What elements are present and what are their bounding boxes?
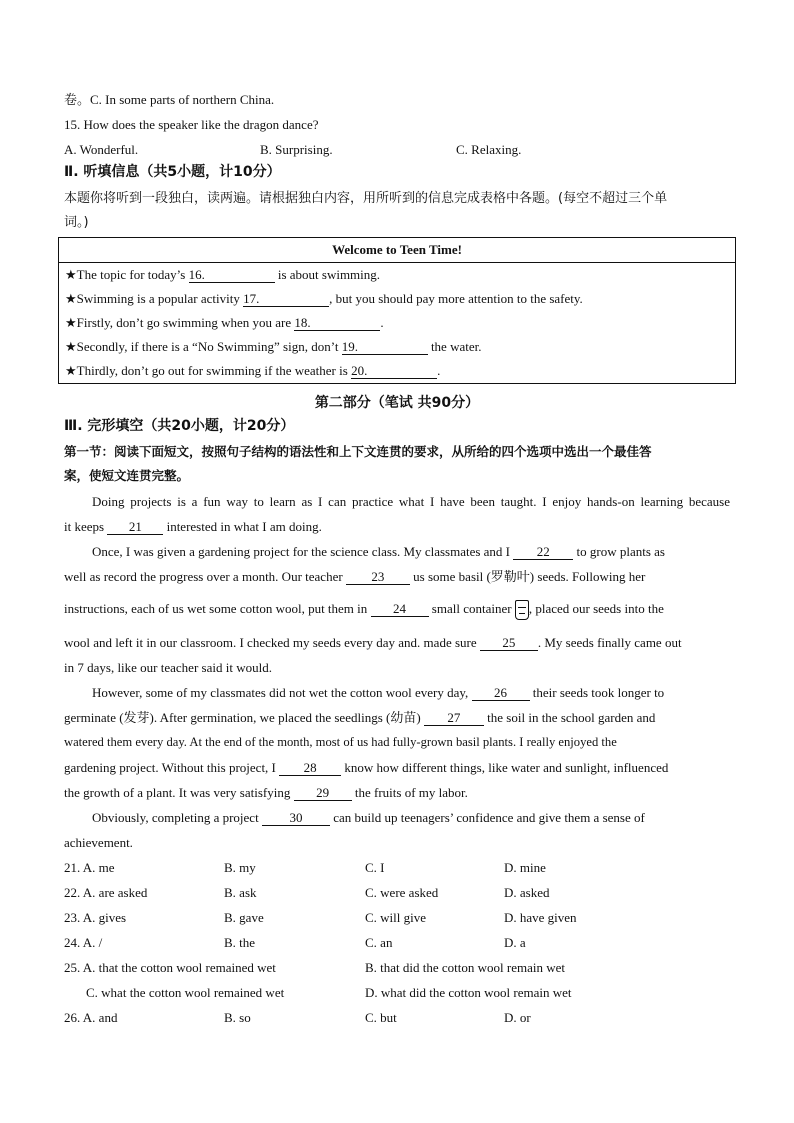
passage-p4-line1: Obviously, completing a project 30 can build up teenagers’ confidence and give them a sense of xyxy=(92,810,645,825)
answer-blank-18[interactable]: 18. xyxy=(294,316,380,331)
q25-option-b[interactable]: B. that did the cotton wool remain wet xyxy=(365,960,566,975)
container-icon xyxy=(515,600,529,620)
part2-instruction-line2: 词。) xyxy=(64,215,89,230)
passage-p3-line5: the growth of a plant. It was very satisfying 29 the fruits of my labor. xyxy=(64,785,468,800)
q23-option-c[interactable]: C. will give xyxy=(365,910,427,925)
passage-p2-line2: well as record the progress over a month. Our teacher 23 us some basil (罗勒叶) seeds. Following her xyxy=(64,569,646,584)
answer-blank-20[interactable]: 20. xyxy=(351,364,437,379)
q25-option-a[interactable]: 25. A. that the cotton wool remained wet xyxy=(64,960,276,975)
q25-option-c[interactable]: C. what the cotton wool remained wet xyxy=(86,985,285,1000)
written-part-title: 第二部分（笔试 共90分） xyxy=(314,395,480,411)
part3-heading: Ⅲ. 完形填空（共20小题，计20分） xyxy=(64,418,295,434)
answer-blank-17[interactable]: 17. xyxy=(243,292,329,307)
q26-option-c[interactable]: C. but xyxy=(365,1010,397,1025)
table-row: ★Swimming is a popular activity 17. , but you should pay more attention to the safety. xyxy=(59,287,736,311)
q21-option-b[interactable]: B. my xyxy=(224,860,256,875)
q24-option-c[interactable]: C. an xyxy=(365,935,393,950)
cloze-blank-26[interactable]: 26 xyxy=(472,686,530,701)
passage-p2-line1: Once, I was given a gardening project for the science class. My classmates and I 22 to grow plants as xyxy=(92,544,665,559)
q23-option-a[interactable]: 23. A. gives xyxy=(64,910,127,925)
q23-option-d[interactable]: D. have given xyxy=(504,910,577,925)
q15-option-b: B. Surprising. xyxy=(260,142,333,157)
cloze-blank-27[interactable]: 27 xyxy=(424,711,484,726)
q26-option-d[interactable]: D. or xyxy=(504,1010,531,1025)
cloze-blank-23[interactable]: 23 xyxy=(346,570,410,585)
teen-time-table xyxy=(58,237,736,384)
passage-p3-line4: gardening project. Without this project, I 28 know how different things, like water and sunlight, influenced xyxy=(64,760,669,775)
table-row: ★The topic for today’s 16. is about swimming. xyxy=(59,263,736,288)
table-row: ★Secondly, if there is a “No Swimming” sign, don’t 19. the water. xyxy=(59,335,736,359)
passage-p2-line5: in 7 days, like our teacher said it would. xyxy=(64,660,272,675)
q26-option-b[interactable]: B. so xyxy=(224,1010,251,1025)
q24-option-d[interactable]: D. a xyxy=(504,935,526,950)
table-row: ★Thirdly, don’t go out for swimming if the weather is 20. . xyxy=(59,359,736,384)
part3-instruction-line1: 第一节：阅读下面短文，按照句子结构的语法性和上下文连贯的要求，从所给的四个选项中选出一个最佳答 xyxy=(64,444,652,459)
passage-p3-line3: watered them every day. At the end of the month, most of us had fully-grown basil plants. I really enjoyed the xyxy=(64,735,617,749)
passage-p2-line3: instructions, each of us wet some cotton wool, put them in 24 small container , placed our seeds into the xyxy=(64,600,732,620)
q22-option-c[interactable]: C. were asked xyxy=(365,885,439,900)
q26-option-a[interactable]: 26. A. and xyxy=(64,1010,118,1025)
part2-heading: Ⅱ. 听填信息（共5小题，计10分） xyxy=(64,164,281,180)
answer-blank-16[interactable]: 16. xyxy=(189,268,275,283)
table-title: Welcome to Teen Time! xyxy=(59,238,736,263)
q23-option-b[interactable]: B. gave xyxy=(224,910,264,925)
q22-option-a[interactable]: 22. A. are asked xyxy=(64,885,148,900)
q22-option-d[interactable]: D. asked xyxy=(504,885,550,900)
part3-instruction-line2: 案，使短文连贯完整。 xyxy=(64,468,190,483)
cloze-blank-29[interactable]: 29 xyxy=(294,786,352,801)
passage-p3-line1: However, some of my classmates did not wet the cotton wool every day, 26 their seeds took longer to xyxy=(92,685,665,700)
q24-option-b[interactable]: B. the xyxy=(224,935,256,950)
cloze-blank-24[interactable]: 24 xyxy=(371,602,429,617)
table-row: ★Firstly, don’t go swimming when you are 18. . xyxy=(59,311,736,335)
q24-option-a[interactable]: 24. A. / xyxy=(64,935,103,950)
part2-instruction-line1: 本题你将听到一段独白，读两遍。请根据独白内容，用所听到的信息完成表格中各题。(每空不超过三个单 xyxy=(64,191,668,206)
cloze-blank-25[interactable]: 25 xyxy=(480,636,538,651)
passage-p4-line2: achievement. xyxy=(64,835,133,850)
cloze-blank-21[interactable]: 21 xyxy=(107,520,163,535)
q22-option-b[interactable]: B. ask xyxy=(224,885,257,900)
passage-p3-line2: germinate (发芽). After germination, we placed the seedlings (幼苗) 27 the soil in the school garden and xyxy=(64,710,656,725)
cloze-blank-30[interactable]: 30 xyxy=(262,811,330,826)
passage-p1-line2: it keeps 21 interested in what I am doing. xyxy=(64,519,322,534)
q15-option-c: C. Relaxing. xyxy=(456,142,522,157)
q15-question: 15. How does the speaker like the dragon dance? xyxy=(64,117,319,132)
q21-option-d[interactable]: D. mine xyxy=(504,860,546,875)
q14-tail: 卷。C. In some parts of northern China. xyxy=(64,92,275,107)
q15-option-a: A. Wonderful. xyxy=(64,142,139,157)
passage-p2-line4: wool and left it in our classroom. I checked my seeds every day and. made sure 25 . My seeds finally came out xyxy=(64,635,682,650)
q21-option-c[interactable]: C. I xyxy=(365,860,385,875)
cloze-blank-22[interactable]: 22 xyxy=(513,545,573,560)
cloze-blank-28[interactable]: 28 xyxy=(279,761,341,776)
answer-blank-19[interactable]: 19. xyxy=(342,340,428,355)
q21-option-a[interactable]: 21. A. me xyxy=(64,860,115,875)
q25-option-d[interactable]: D. what did the cotton wool remain wet xyxy=(365,985,572,1000)
passage-p1-line1: Doing projects is a fun way to learn as I can practice what I have been taught. I enjoy hands-on learning because xyxy=(92,494,730,509)
